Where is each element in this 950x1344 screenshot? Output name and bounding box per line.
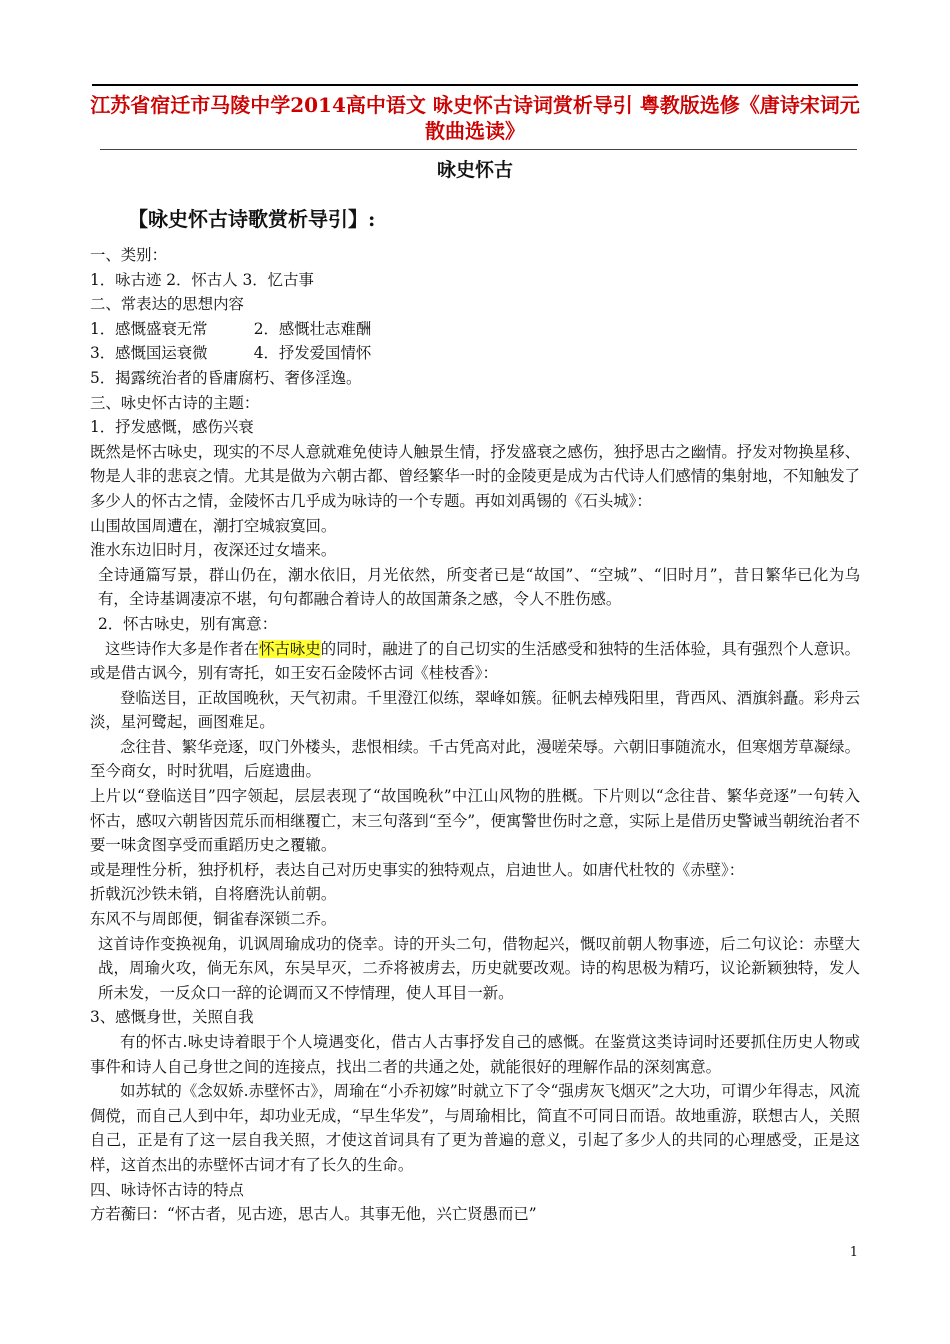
content-line-a: 1．感慨盛衰无常 2．感慨壮志难酬	[90, 319, 372, 338]
theme-heading-3: 3、感慨身世，关照自我	[90, 1008, 254, 1027]
theme-3-paragraph: 有的怀古.咏史诗着眼于个人境遇变化，借古人古事抒发自己的感慨。在鉴赏这类诗词时还要抓住历史人物或事件和诗人自己身世之间的连接点，找出二者的共通之处，就能很好的理解作品的深刻寓意。	[90, 1033, 860, 1076]
content-line-b: 3．感慨国运衰微 4．抒发爱国情怀	[90, 344, 372, 363]
theme-2-text-post: 的同时，融进了的自己切实的生活感受和独特的生活体验，具有强烈个人意识。或是借古讽今，别有寄托，如王安石金陵怀古词《桂枝香》：	[90, 639, 860, 683]
category-list: 1．咏古迹 2．怀古人 3．忆古事	[90, 270, 314, 289]
poem-1-line-2: 淮水东边旧时月，夜深还过女墙来。	[90, 541, 337, 560]
page-number: 1	[849, 1245, 858, 1260]
theme-2-note-2: 这首诗作变换视角，讥讽周瑜成功的侥幸。诗的开头二句，借物起兴，慨叹前朝人物事迹，后二句议论：赤壁大战，周瑜火攻，倘无东风，东吴早灭，二乔将被虏去，历史就要改观。诗的构思极为精巧，议论新颖独特，发人所未发，一反众口一辞的论调而又不悖情理，使人耳目一新。	[98, 934, 860, 1002]
quote-line: 方若蘅曰：“怀古者，见古迹，思古人。其事无他，兴亡贤愚而已”	[90, 1205, 537, 1224]
theme-2-text-pre: 这些诗作大多是作者在	[105, 639, 260, 658]
section-heading-3: 三、咏史怀古诗的主题：	[90, 393, 260, 412]
theme-2-note: 上片以“登临送目”四字领起，层层表现了“故国晚秋”中江山风物的胜概。下片则以“念往昔、繁华竞逐”一句转入怀古，感叹六朝皆因荒乐而相继覆亡，末三句落到“至今”，便寓警世伤时之意，实际上是借历史警诫当朝统治者不要一味贪图享受而重蹈历史之覆辙。	[90, 787, 860, 855]
theme-1-note: 全诗通篇写景，群山仍在，潮水依旧，月光依然，所变者已是“故国”、“空城”、“旧时月”，昔日繁华已化为乌有，全诗基调凄凉不堪，句句都融合着诗人的故国萧条之感，令人不胜伤感。	[98, 565, 860, 609]
section-heading-2: 二、常表达的思想内容	[90, 295, 244, 314]
theme-1-paragraph: 既然是怀古咏史，现实的不尽人意就难免使诗人触景生情，抒发盛衰之感伤，独抒思古之幽情。抒发对物换星移、物是人非的悲哀之情。尤其是做为六朝古都、曾经繁华一时的金陵更是成为古代诗人们感情的集射地，不知触发了多少人的怀古之情，金陵怀古几乎成为咏诗的一个专题。再如刘禹锡的《石头城》：	[90, 442, 860, 510]
title-underline	[100, 149, 857, 150]
poem-3-line-2: 东风不与周郎便，铜雀春深锁二乔。	[90, 910, 337, 929]
highlighted-text: 怀古咏史	[259, 639, 321, 658]
poem-2-stanza-1: 登临送目，正故国晚秋，天气初肃。千里澄江似练，翠峰如簇。征帆去棹残阳里，背西风、酒旗斜矗。彩舟云淡，星河鹭起，画图难足。	[90, 688, 860, 732]
poem-2-stanza-2: 念往昔、繁华竞逐，叹门外楼头，悲恨相续。千古凭高对此，漫嗟荣辱。六朝旧事随流水，但寒烟芳草凝绿。至今商女，时时犹唱，后庭遗曲。	[90, 737, 860, 781]
theme-2-paragraph	[90, 637, 860, 686]
document-body	[90, 243, 860, 1227]
document-subtitle: 咏史怀古	[436, 159, 513, 181]
section-heading-1: 一、类别：	[90, 246, 167, 264]
theme-heading-1: 1．抒发感慨，感伤兴衰	[90, 418, 254, 437]
guide-heading: 【咏史怀古诗歌赏析导引】:	[128, 207, 376, 231]
theme-3-paragraph-2: 如苏轼的《念奴娇.赤壁怀古》，周瑜在“小乔初嫁”时就立下了令“强虏灰飞烟灭”之大功，可谓少年得志，风流倜傥，而自己人到中年，却功业无成，“早生华发”，与周瑜相比，简直不可同日而语。故地重游，联想古人，关照自己，正是有了这一层自我关照，才使这首词具有了更为普遍的意义，引起了多少人的共同的心理感受，正是这样，这首杰出的赤壁怀古词才有了长久的生命。	[90, 1082, 860, 1174]
section-heading-4: 四、咏诗怀古诗的特点	[90, 1180, 244, 1199]
poem-3-line-1: 折戟沉沙铁未销，自将磨洗认前朝。	[90, 885, 337, 904]
theme-heading-2: 2．怀古咏史，别有寓意：	[98, 614, 278, 633]
document-title: 江苏省宿迁市马陵中学2014高中语文 咏史怀古诗词赏析导引 粤教版选修《唐诗宋词元散曲选读》	[90, 93, 860, 143]
poem-1-line-1: 山围故国周遭在，潮打空城寂寞回。	[90, 516, 337, 535]
top-rule	[92, 84, 858, 86]
content-line-c: 5．揭露统治者的昏庸腐朽、奢侈淫逸。	[90, 368, 362, 387]
theme-2-second-point: 或是理性分析，独抒机杼，表达自己对历史事实的独特观点，启迪世人。如唐代杜牧的《赤壁》：	[90, 860, 745, 879]
